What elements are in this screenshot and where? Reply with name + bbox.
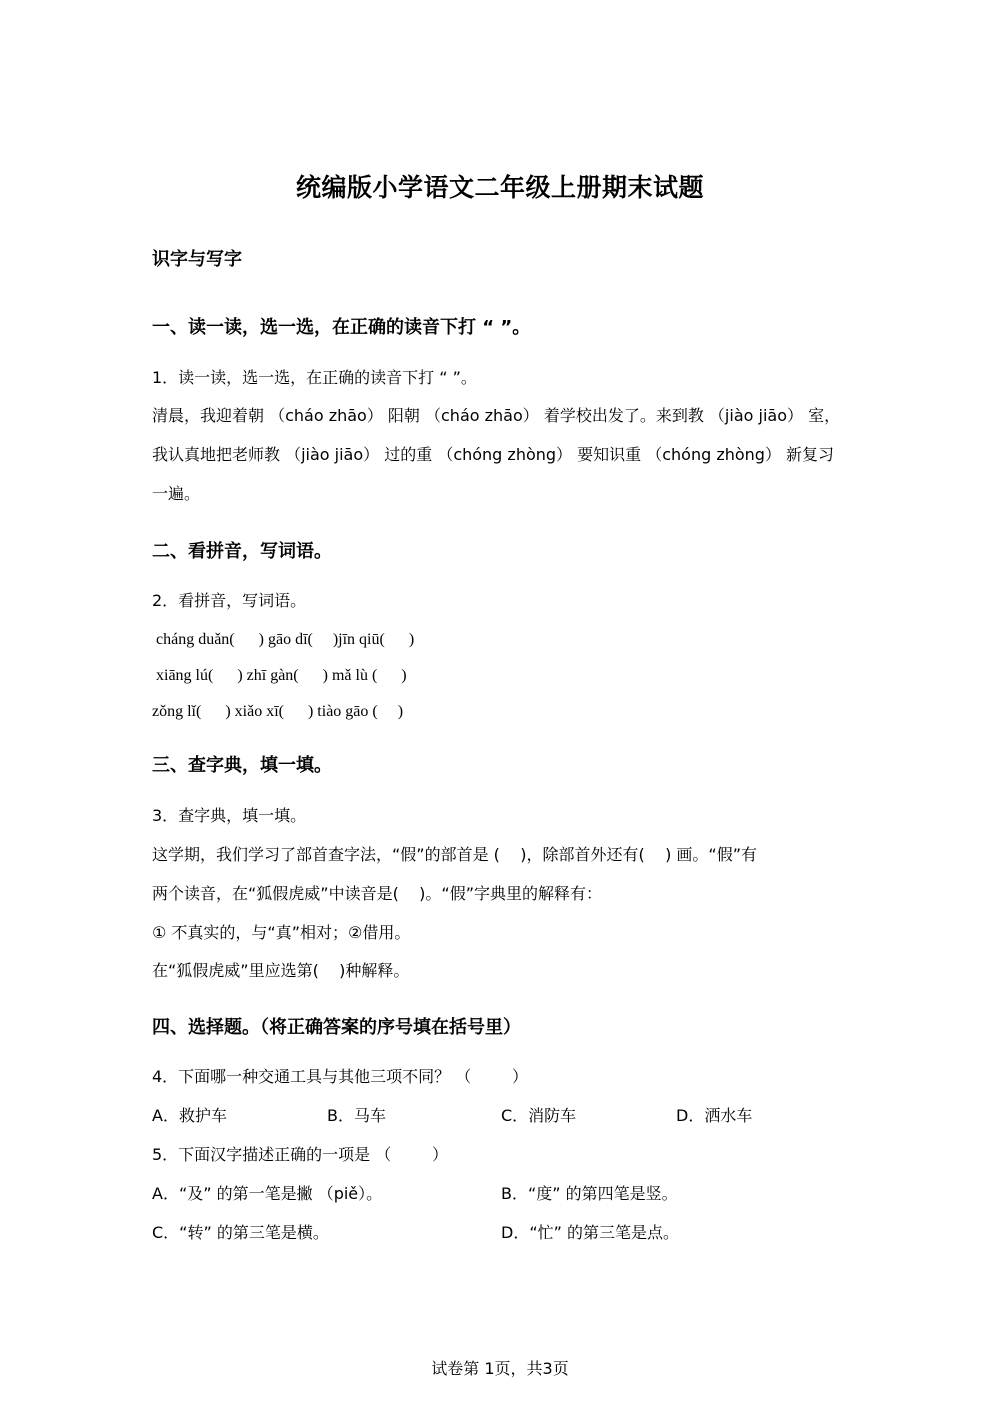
question-5-option-c: C．“转” 的第三笔是横。 <box>152 1223 329 1242</box>
part-heading: 识字与写字 <box>152 249 242 270</box>
question-3-line-2: 两个读音，在“狐假虎威”中读音是( )。“假”字典里的解释有： <box>152 884 602 903</box>
section-4-heading: 四、选择题。（将正确答案的序号填在括号里） <box>152 1017 521 1038</box>
question-1-line-2: 我认真地把老师教 （jiào jiāo） 过的重 （chóng zhòng） 要知识重 （chóng zhòng） 新复习 <box>152 445 835 464</box>
pinyin-row-3: zǒng lǐ( ) xiǎo xī( ) tiào gāo ( ) <box>152 703 404 720</box>
section-2-heading: 二、看拼音，写词语。 <box>152 541 332 562</box>
pinyin-row-1: cháng duǎn( ) gāo dī( )jīn qiū( ) <box>152 631 415 648</box>
question-5-option-d: D．“忙” 的第三笔是点。 <box>501 1223 679 1242</box>
question-4-option-c: C．消防车 <box>501 1106 577 1125</box>
question-5-option-b: B．“度” 的第四笔是竖。 <box>501 1184 678 1203</box>
question-3-line-1: 这学期，我们学习了部首查字法，“假”的部首是 ( )，除部首外还有( ) 画。“假”有 <box>152 845 757 864</box>
pinyin-row-2: xiāng lú( ) zhī gàn( ) mǎ lù ( ) <box>152 667 407 684</box>
question-2: 2．看拼音，写词语。 <box>152 591 307 610</box>
question-4-option-b: B．马车 <box>327 1106 386 1125</box>
question-1-line-3: 一遍。 <box>152 484 201 503</box>
question-1-line-1: 清晨，我迎着朝 （cháo zhāo） 阳朝 （cháo zhāo） 着学校出发了。来到教 （jiào jiāo） 室， <box>152 406 841 425</box>
page-title: 统编版小学语文二年级上册期末试题 <box>295 173 704 202</box>
section-3-heading: 三、查字典，填一填。 <box>152 755 332 776</box>
question-4-option-d: D．洒水车 <box>676 1106 753 1125</box>
question-4: 4．下面哪一种交通工具与其他三项不同？ （ ） <box>152 1067 528 1086</box>
question-3-line-3: ① 不真实的，与“真”相对；②借用。 <box>152 923 411 942</box>
question-1: 1．读一读，选一选，在正确的读音下打 “ ”。 <box>152 368 477 387</box>
question-5-option-a: A．“及” 的第一笔是撇 （piě）。 <box>152 1184 383 1203</box>
question-4-option-a: A．救护车 <box>152 1106 227 1125</box>
section-1-heading: 一、读一读，选一选，在正确的读音下打 “ ”。 <box>152 317 531 338</box>
question-5: 5．下面汉字描述正确的一项是 （ ） <box>152 1145 448 1164</box>
question-3-line-4: 在“狐假虎威”里应选第( )种解释。 <box>152 961 410 980</box>
question-3: 3．查字典，填一填。 <box>152 806 307 825</box>
page-footer: 试卷第 1页，共3页 <box>431 1359 569 1378</box>
